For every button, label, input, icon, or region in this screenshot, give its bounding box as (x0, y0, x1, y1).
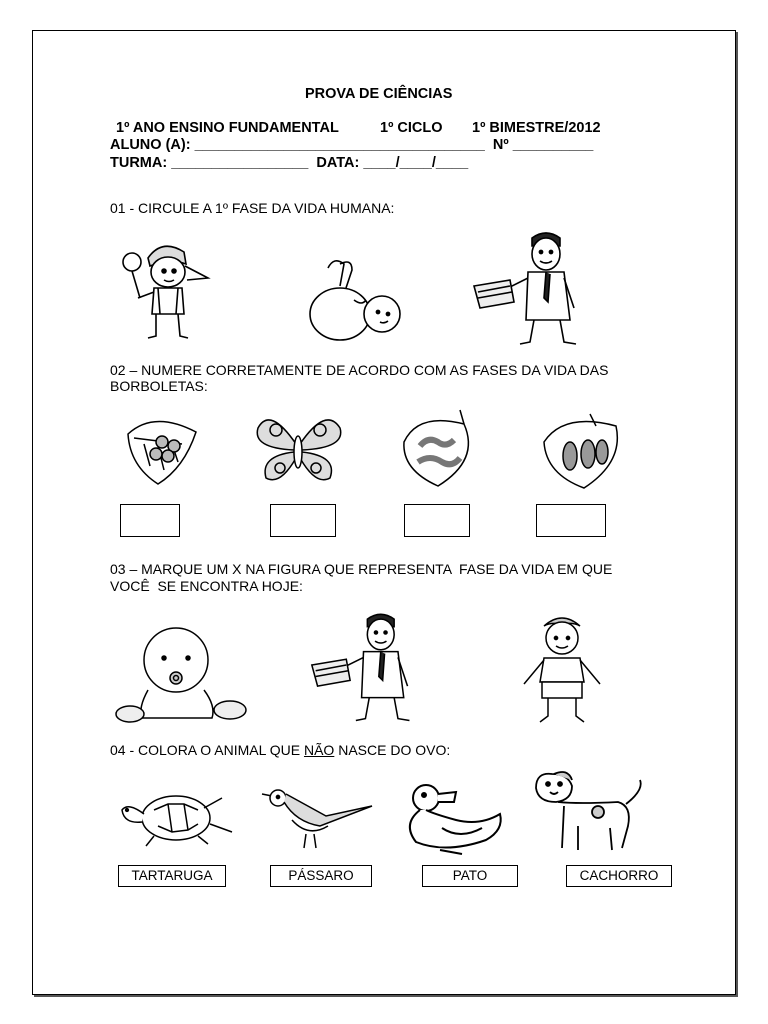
animal-label-pato: PATO (422, 865, 518, 887)
bird-image[interactable] (256, 782, 376, 852)
animal-label-cachorro: CACHORRO (566, 865, 672, 887)
question-1-prompt: 01 - CIRCULE A 1º FASE DA VIDA HUMANA: (110, 200, 395, 216)
animal-label-tartaruga: TARTARUGA (118, 865, 226, 887)
cocoons-on-leaf-image[interactable] (540, 412, 626, 490)
question-2-prompt-line2: BORBOLETAS: (110, 378, 208, 394)
class-date-line[interactable]: TURMA: _________________ DATA: ____/____/____ (110, 155, 469, 171)
baby-lying-image[interactable] (300, 256, 410, 348)
answer-box-4[interactable] (536, 504, 606, 537)
emphasis-nao: NÃO (303, 742, 335, 758)
caterpillars-on-leaf-image[interactable] (398, 406, 482, 490)
man-with-papers-image[interactable] (470, 228, 610, 346)
question-3-prompt-line1: 03 – MARQUE UM X NA FIGURA QUE REPRESENTA FASE DA VIDA EM QUE (110, 561, 613, 577)
turtle-image[interactable] (114, 784, 236, 850)
student-name-line[interactable]: ALUNO (A): ____________________________________ Nº __________ (110, 137, 594, 153)
grade-label: 1º ANO ENSINO FUNDAMENTAL (116, 120, 339, 136)
boy-with-lollipop-image[interactable] (112, 236, 222, 342)
answer-box-1[interactable] (120, 504, 180, 537)
butterfly-image[interactable] (250, 408, 346, 488)
page-title: PROVA DE CIÊNCIAS (305, 86, 453, 102)
question-3-prompt-line2: VOCÊ SE ENCONTRA HOJE: (110, 578, 303, 594)
man-with-papers-image-2[interactable] (308, 608, 442, 724)
question-2-prompt-line1: 02 – NUMERE CORRETAMENTE DE ACORDO COM AS FASES DA VIDA DAS (110, 362, 609, 378)
cycle-label: 1º CICLO (380, 120, 443, 136)
baby-sitting-with-pacifier-image[interactable] (114, 622, 250, 726)
dog-image[interactable] (528, 770, 652, 856)
eggs-on-leaf-image[interactable] (124, 414, 200, 486)
boy-standing-image[interactable] (516, 612, 608, 728)
duck-image[interactable] (396, 780, 508, 860)
term-label: 1º BIMESTRE/2012 (472, 120, 601, 136)
answer-box-3[interactable] (404, 504, 470, 537)
animal-label-passaro: PÁSSARO (270, 865, 372, 887)
question-4-prompt: 04 - COLORA O ANIMAL QUE NÃO NASCE DO OVO: (110, 742, 451, 758)
answer-box-2[interactable] (270, 504, 336, 537)
